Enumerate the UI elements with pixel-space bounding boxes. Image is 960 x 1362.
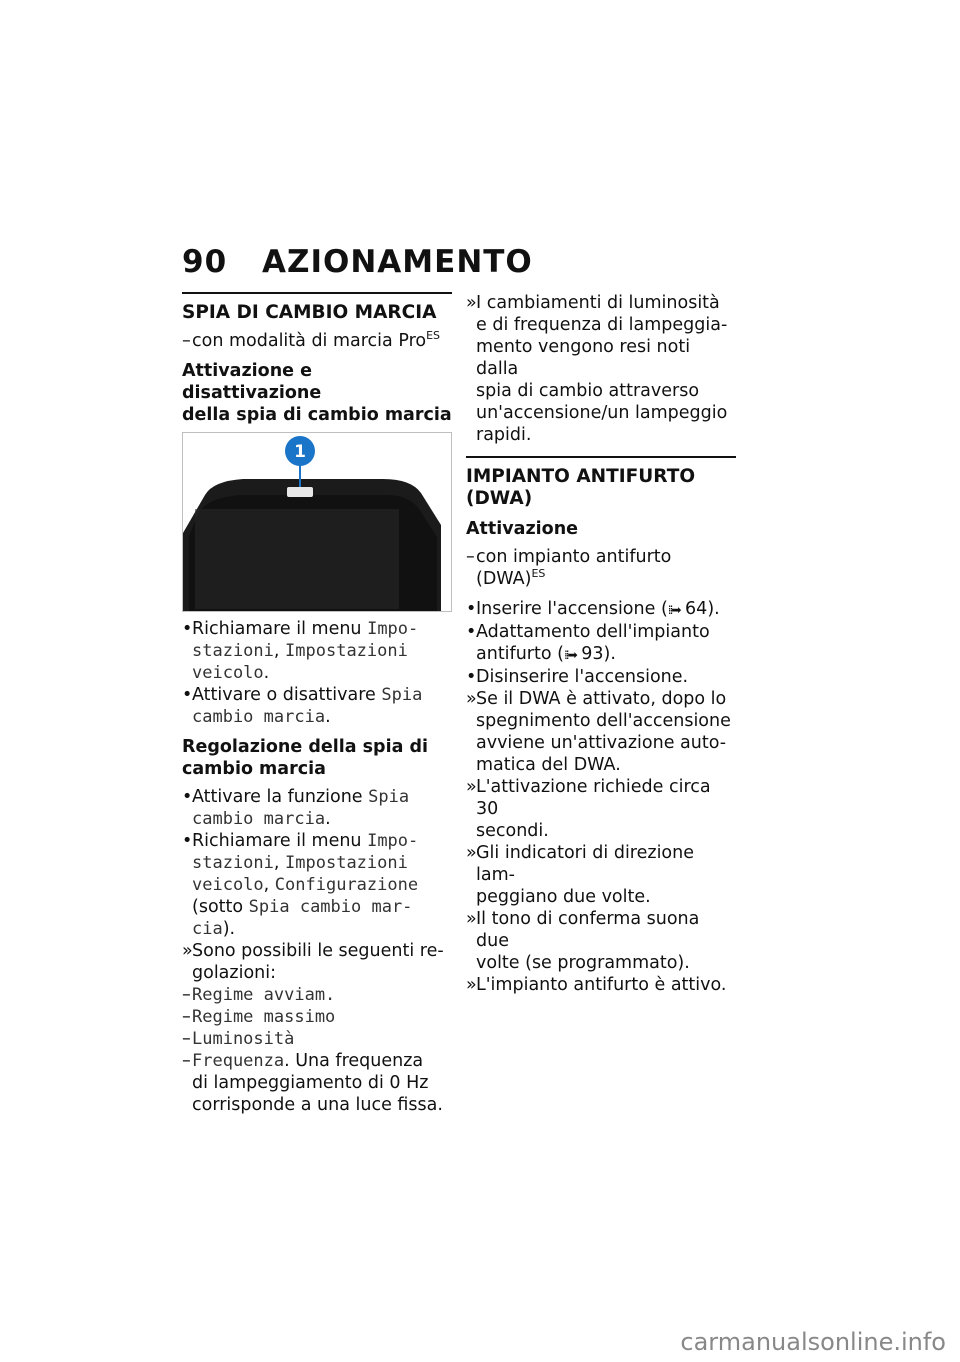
left-column (182, 292, 452, 1116)
subheading-adjustment: Regolazione della spia di cambio marcia (182, 737, 428, 779)
list-item: • Richiamare il menu Impo- stazioni, Impostazioni veicolo, Configurazione (sotto Spia cambio mar- cia). (182, 831, 419, 939)
section-heading-spia: SPIA DI CAMBIO MARCIA (182, 302, 437, 323)
subheading-dwa-activation: Attivazione (466, 519, 579, 539)
option-item: – Frequenza. Una frequenza di lampeggiamento di 0 Hz corrisponde a una luce fissa. (182, 1051, 443, 1115)
section-title: AZIONAMENTO (262, 244, 533, 280)
section-heading-dwa: IMPIANTO ANTIFURTO (DWA) (466, 466, 696, 509)
display-illustration (183, 433, 451, 611)
option-item: – Regime massimo (182, 1007, 336, 1027)
result-item: » Il tono di conferma suona due volte (se programmato). (466, 909, 700, 973)
equipment-superscript: ES (426, 329, 441, 343)
list-item: • Attivare o disattivare Spia cambio marcia. (182, 685, 423, 727)
page-header (182, 244, 533, 280)
page-reference-arrow-icon: ⁞⁞➡ (563, 648, 576, 662)
result-item: » Gli indicatori di direzione lam- peggiano due volte. (466, 843, 694, 907)
result-item: » Sono possibili le seguenti re- golazioni: (182, 941, 444, 983)
subheading-activation: Attivazione e disattivazione della spia di cambio marcia (182, 361, 452, 425)
option-item: – Regime avviam. (182, 985, 336, 1005)
result-item: » I cambiamenti di luminosità e di frequenza di lampeggia- mento vengono resi noti dalla spia di cambio attraverso un'accensione/un lampeggio rapidi. (466, 293, 728, 445)
figure-callout-number: 1 (294, 442, 306, 462)
right-column (466, 292, 736, 996)
list-item: • Richiamare il menu Impo- stazioni, Impostazioni veicolo. (182, 619, 419, 683)
condition-line: – con modalità di marcia Pro$^{ES}$ (182, 329, 441, 351)
section-rule (182, 292, 452, 294)
section-rule (466, 456, 736, 458)
list-item: • Inserire l'accensione (⁞⁞➡ 64). (466, 599, 720, 619)
list-item: • Attivare la funzione Spia cambio marcia. (182, 787, 410, 829)
page-number: 90 (182, 244, 228, 280)
result-item: » Se il DWA è attivato, dopo lo spegnimento dell'accensione avviene un'attivazione auto- matica del DWA. (466, 689, 731, 775)
option-item: – Luminosità (182, 1029, 295, 1049)
condition-line: – con impianto antifurto (DWA)$^{ES}$ (466, 547, 672, 589)
page-reference[interactable]: 64 (685, 599, 708, 619)
page-reference-arrow-icon: ⁞⁞➡ (667, 603, 680, 617)
equipment-superscript: ES (531, 567, 546, 581)
list-item: • Disinserire l'accensione. (466, 667, 689, 687)
result-item: » L'impianto antifurto è attivo. (466, 975, 727, 995)
watermark: carmanualsonline.info (680, 1328, 946, 1356)
list-item: • Adattamento dell'impianto antifurto (⁞⁞➡ 93). (466, 622, 710, 664)
page-reference[interactable]: 93 (581, 644, 604, 664)
result-item: » L'attivazione richiede circa 30 secondi. (466, 777, 711, 841)
dashboard-display-figure (182, 432, 452, 612)
